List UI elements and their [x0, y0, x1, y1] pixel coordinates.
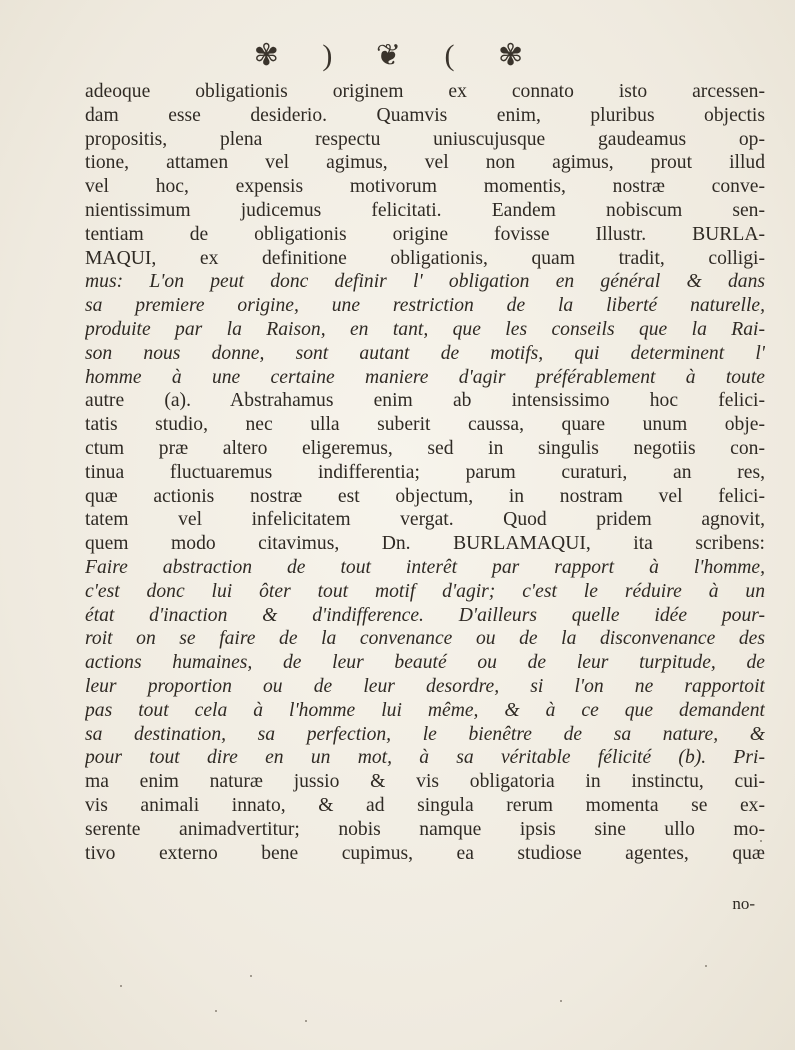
- text-line: c'est donc lui ôter tout motif d'agir; c'est le réduire à un: [85, 580, 765, 602]
- text-line: tione, attamen vel agimus, vel non agimus, prout illud: [85, 152, 765, 174]
- text-line: état d'inaction & d'indifference. D'ailleurs quelle idée pour-: [85, 604, 765, 626]
- text-line: tatis studio, nec ulla suberit caussa, quare unum obje-: [85, 414, 765, 436]
- text-line: tinua fluctuaremus indifferentia; parum curaturi, an res,: [85, 461, 765, 483]
- text-line: Faire abstraction de tout interêt par rapport à l'homme,: [85, 556, 765, 578]
- page-ornament-header: ✾ ) ❦ ( ✾: [253, 39, 542, 72]
- text-line: son nous donne, sont autant de motifs, qui determinent l': [85, 342, 765, 364]
- text-line: sa destination, sa perfection, le bienêtre de sa nature, &: [85, 723, 765, 745]
- text-line: mus: L'on peut donc definir l' obligation en général & dans: [85, 271, 765, 293]
- paper-speck: [215, 1010, 217, 1012]
- paper-speck: [250, 975, 252, 977]
- text-line: pour tout dire en un mot, à sa véritable félicité (b). Pri-: [85, 747, 765, 769]
- text-line: tentiam de obligationis origine fovisse Illustr. BURLA-: [85, 223, 765, 245]
- paper-speck: [305, 1020, 307, 1022]
- text-line: sa premiere origine, une restriction de la liberté naturelle,: [85, 295, 765, 317]
- text-line: quæ actionis nostræ est objectum, in nostram vel felici-: [85, 485, 765, 507]
- paper-speck: [705, 965, 707, 967]
- text-line: ctum præ altero eligeremus, sed in singulis negotiis con-: [85, 437, 765, 459]
- text-line: adeoque obligationis originem ex connato isto arcessen-: [85, 81, 765, 102]
- text-line: tivo externo bene cupimus, ea studiose agentes, quæ: [85, 842, 765, 864]
- catchword: no-: [732, 894, 755, 913]
- text-line: vis animali innato, & ad singula rerum momenta se ex-: [85, 794, 765, 816]
- text-line: roit on se faire de la convenance ou de la disconvenance des: [85, 628, 765, 650]
- text-line: MAQUI, ex definitione obligationis, quam tradit, colligi-: [85, 247, 765, 269]
- text-line: vel hoc, expensis motivorum momentis, nostræ conve-: [85, 176, 765, 198]
- text-line: leur proportion ou de leur desordre, si l'on ne rapportoit: [85, 675, 765, 697]
- text-line: actions humaines, de leur beauté ou de leur turpitude, de: [85, 652, 765, 674]
- text-line: quem modo citavimus, Dn. BURLAMAQUI, ita scribens:: [85, 533, 765, 555]
- paper-speck: [760, 840, 762, 842]
- text-line: autre (a). Abstrahamus enim ab intensissimo hoc felici-: [85, 390, 765, 412]
- text-line: serente animadvertitur; nobis namque ipsis sine ullo mo-: [85, 818, 765, 840]
- body-text: [85, 80, 765, 865]
- text-line: tatem vel infelicitatem vergat. Quod pridem agnovit,: [85, 509, 765, 531]
- text-line: pas tout cela à l'homme lui même, & à ce que demandent: [85, 699, 765, 721]
- text-line: ma enim naturæ jussio & vis obligatoria in instinctu, cui-: [85, 771, 765, 793]
- text-line: homme à une certaine maniere d'agir préférablement à toute: [85, 366, 765, 388]
- text-line: nientissimum judicemus felicitati. Eandem nobiscum sen-: [85, 199, 765, 221]
- paper-speck: [560, 1000, 562, 1002]
- text-line: produite par la Raison, en tant, que les conseils que la Rai-: [85, 318, 765, 340]
- paper-speck: [120, 985, 122, 987]
- text-line: dam esse desiderio. Quamvis enim, pluribus objectis: [85, 104, 765, 126]
- text-line: propositis, plena respectu uniuscujusque gaudeamus op-: [85, 128, 765, 150]
